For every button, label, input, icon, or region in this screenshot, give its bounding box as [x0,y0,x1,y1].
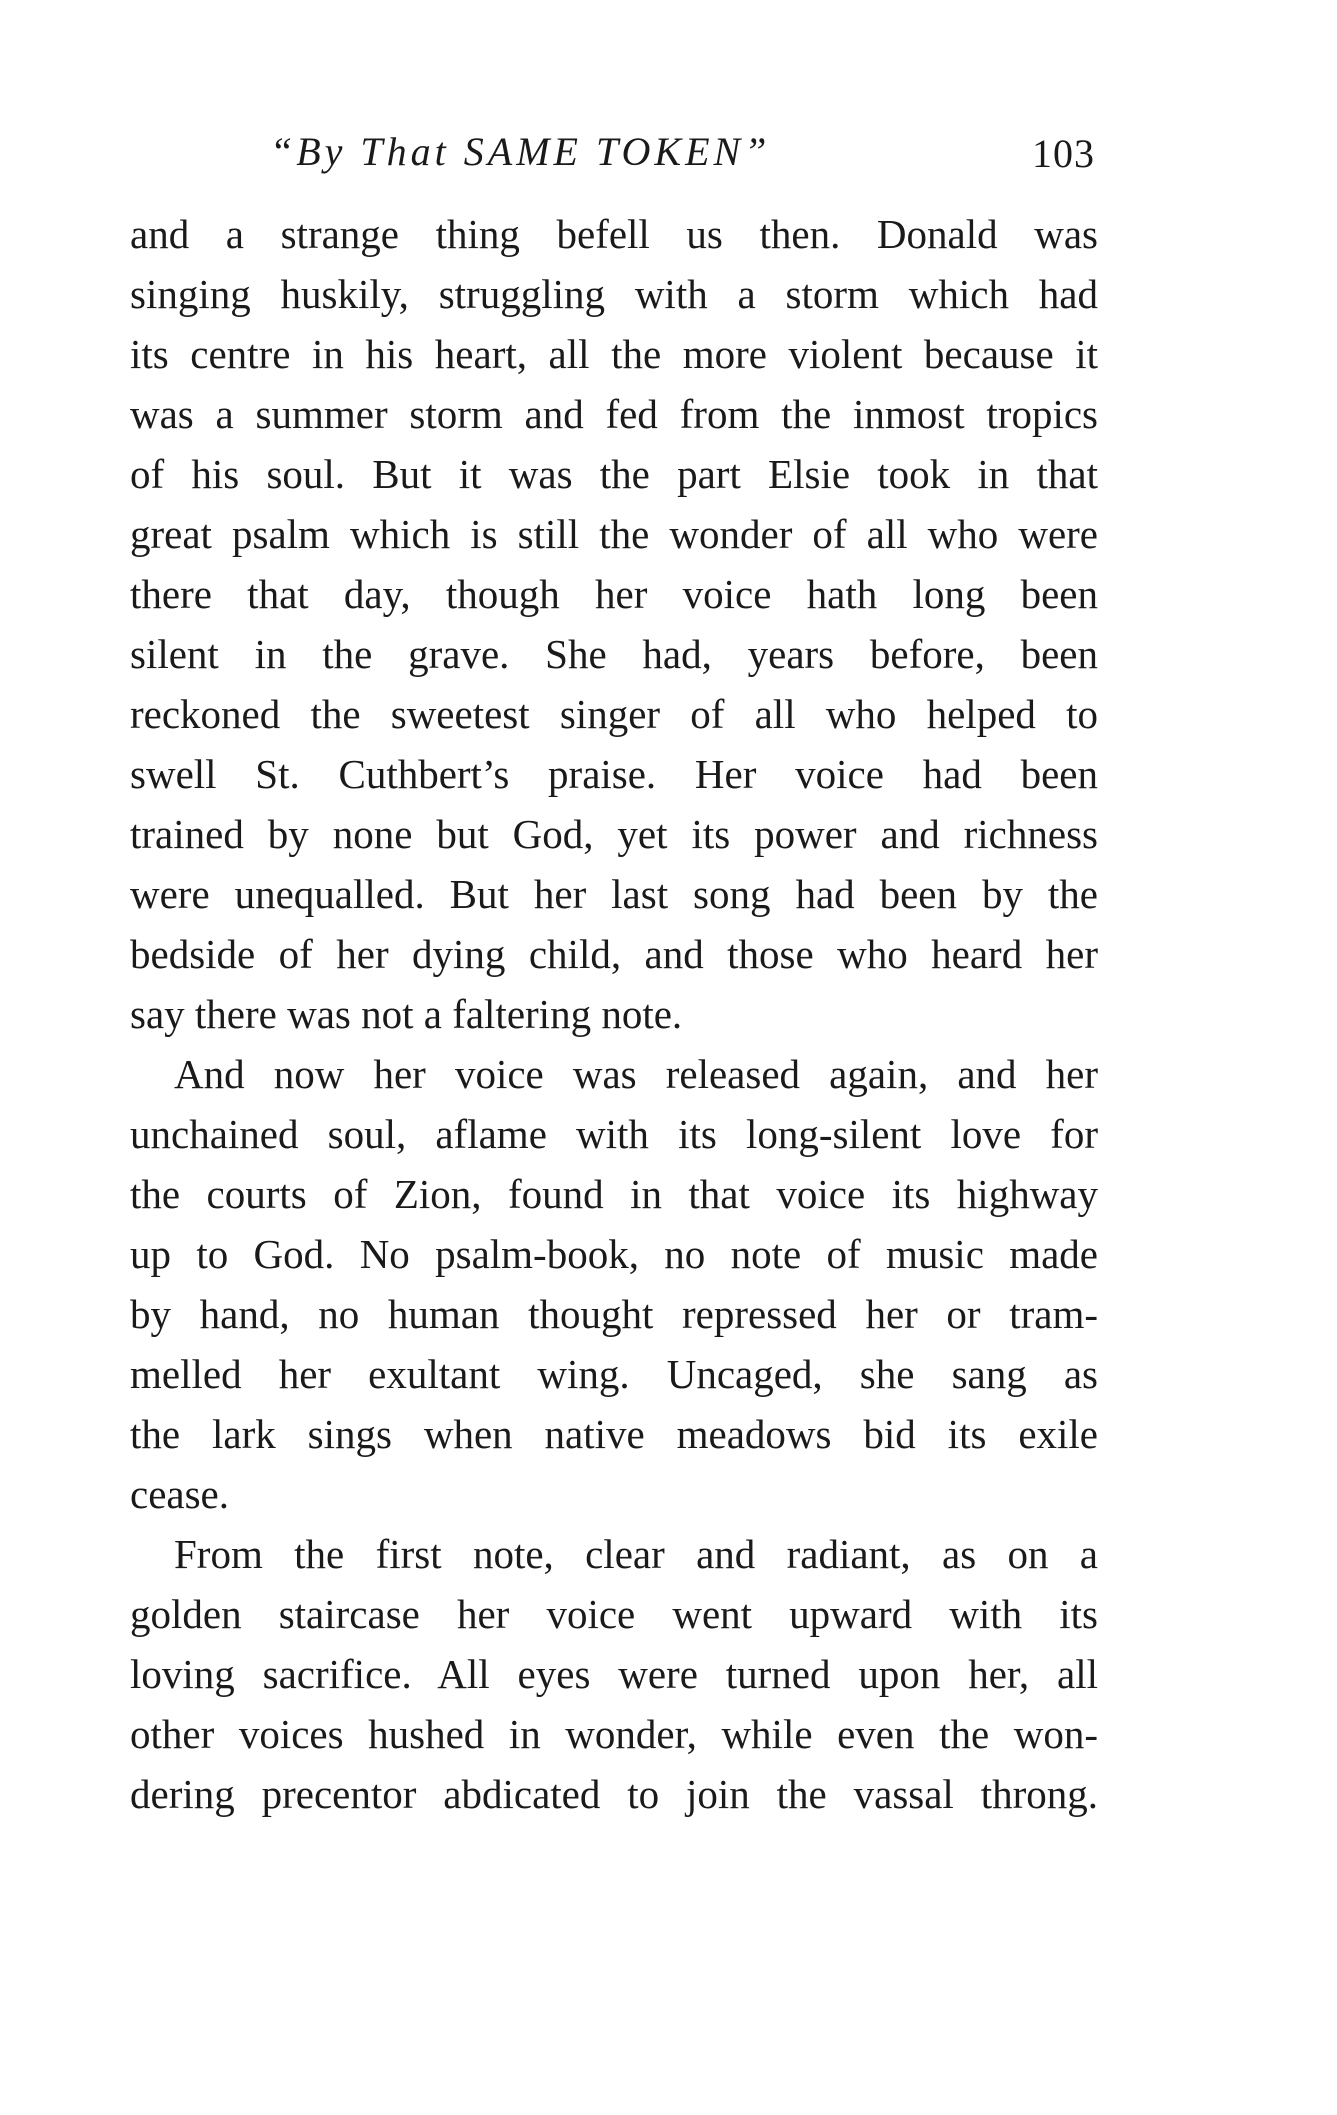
text-line: the lark sings when native meadows bid its exile [130,1411,1098,1457]
running-head [130,128,1095,188]
text-line: loving sacrifice. All eyes were turned upon her, all [130,1651,1098,1697]
text-line: unchained soul, aflame with its long-silent love for [130,1111,1098,1157]
text-line: reckoned the sweetest singer of all who helped to [130,691,1098,737]
text-line: its centre in his heart, all the more violent because it [130,331,1098,377]
text-line: were unequalled. But her last song had been by the [130,871,1098,917]
paragraph-1 [130,204,1098,1044]
text-line: was a summer storm and fed from the inmost tropics [130,391,1098,437]
page-number: 103 [1032,131,1095,176]
text-line: silent in the grave. She had, years before, been [130,631,1098,677]
text-line: bedside of her dying child, and those who heard her [130,931,1098,977]
text-line: the courts of Zion, found in that voice its highway [130,1171,1098,1217]
text-line: up to God. No psalm-book, no note of music made [130,1231,1098,1277]
text-line: golden staircase her voice went upward with its [130,1591,1098,1637]
paragraph-3 [130,1524,1098,1824]
text-line: cease. [130,1471,229,1517]
text-line: melled her exultant wing. Uncaged, she sang as [130,1351,1098,1397]
text-line: From the first note, clear and radiant, as on a [174,1531,1098,1577]
text-line: say there was not a faltering note. [130,991,683,1037]
text-line: singing huskily, struggling with a storm which had [130,271,1098,317]
text-line: And now her voice was released again, and her [174,1051,1098,1097]
text-line: other voices hushed in wonder, while even the won- [130,1711,1098,1757]
text-line: dering precentor abdicated to join the vassal throng. [130,1771,1098,1817]
running-title: “By That SAME TOKEN” [270,129,771,174]
text-line: there that day, though her voice hath long been [130,571,1098,617]
text-line: swell St. Cuthbert’s praise. Her voice had been [130,751,1098,797]
text-line: of his soul. But it was the part Elsie took in that [130,451,1098,497]
text-line: and a strange thing befell us then. Donald was [130,211,1098,257]
text-line: by hand, no human thought repressed her or tram- [130,1291,1098,1337]
text-line: trained by none but God, yet its power and richness [130,811,1098,857]
text-line: great psalm which is still the wonder of all who were [130,511,1098,557]
body-text [130,204,1098,1824]
paragraph-2 [130,1044,1098,1524]
